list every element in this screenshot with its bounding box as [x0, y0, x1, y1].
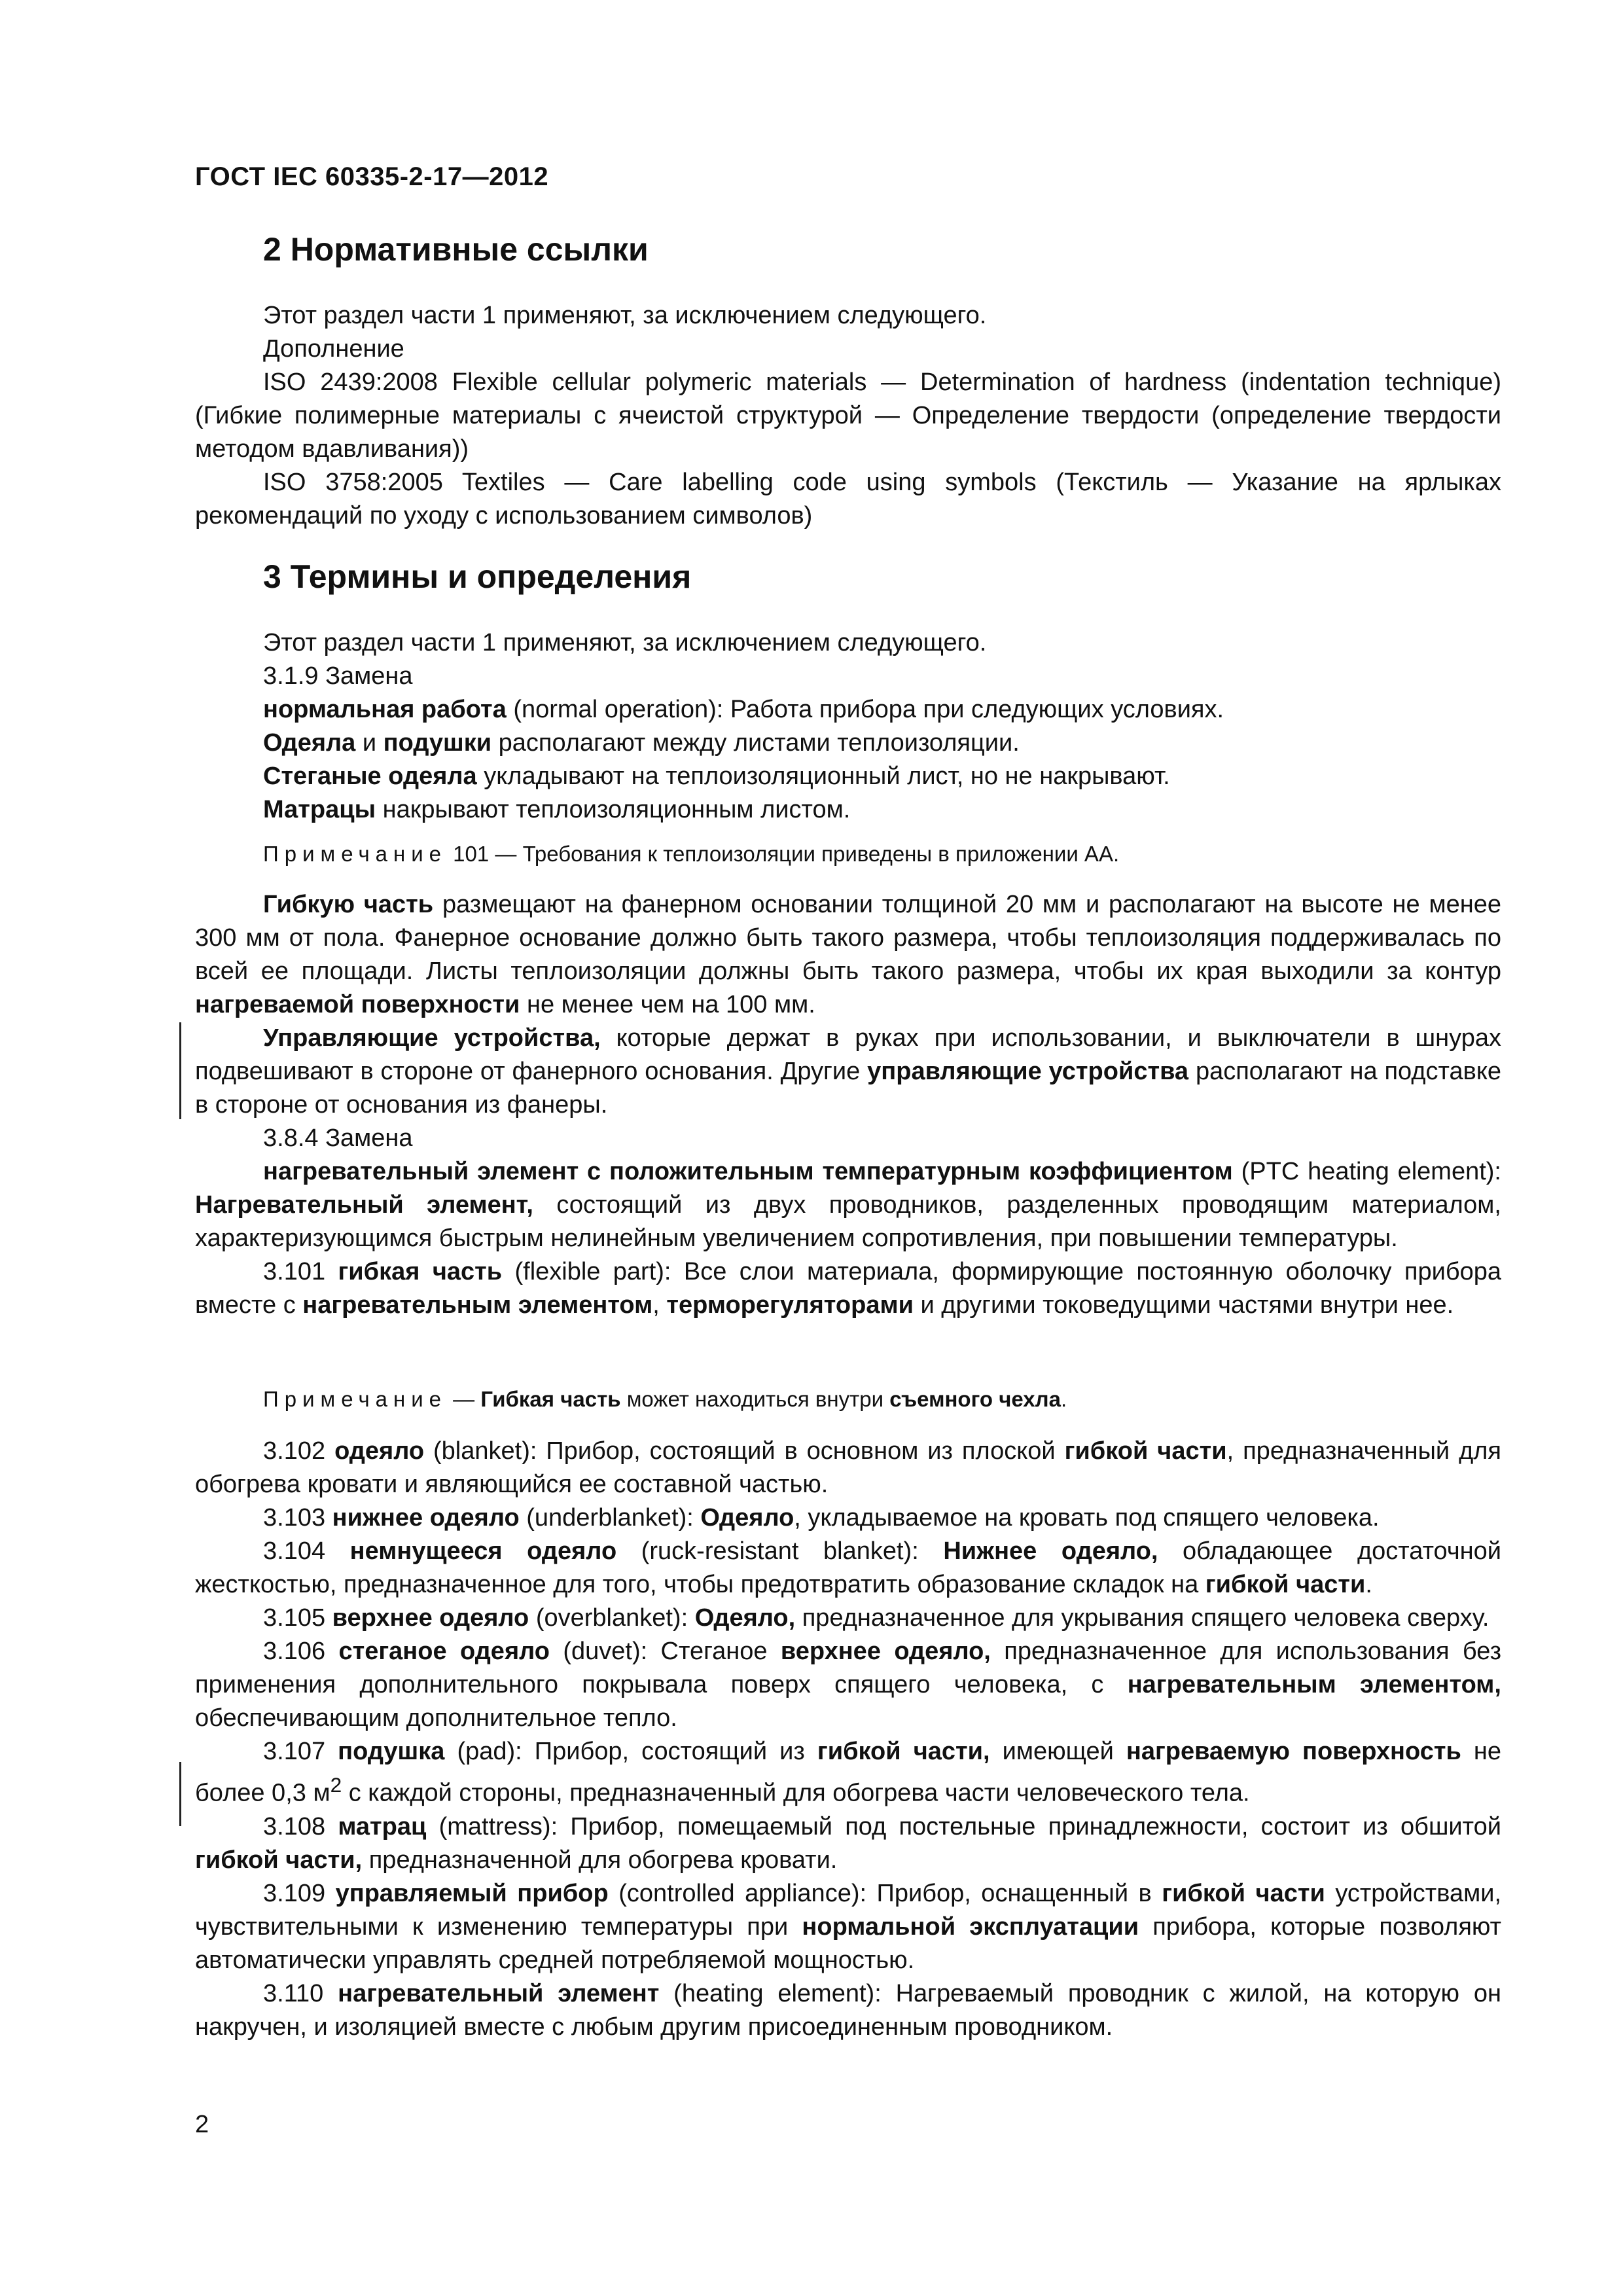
normal-operation-paragraph: нормальная работа (normal operation): Работа прибора при следующих условиях.	[263, 696, 1224, 723]
note-101: Примечание 101 — Требования к теплоизоляции приведены в приложении АА.	[263, 842, 1120, 866]
flexible-part-placement-paragraph: Гибкую часть размещают на фанерном основании толщиной 20 мм и располагают на высоте не менее 300 мм от пола. Фанерное основание должно быть такого размера, чтобы теплоизоляция поддерживалась по всей ее площади. Листы теплоизоляции должны быть такого размера, чтобы их края выходили за контур нагреваемой поверхности не менее чем на 100 мм.	[195, 891, 1501, 1018]
definition-3-108: 3.108 матрац (mattress): Прибор, помещаемый под постельные принадлежности, состоит из обшитой гибкой части, предназначенной для обогрева кровати.	[195, 1812, 1501, 1874]
change-bar	[179, 1022, 181, 1119]
section-3-intro: Этот раздел части 1 применяют, за исключением следующего.	[263, 629, 987, 656]
standard-header: ГОСТ IEC 60335-2-17—2012	[195, 162, 549, 191]
definition-3-101: 3.101 гибкая часть (flexible part): Все слои материала, формирующие постоянную оболочку прибора вместе с нагревательным элементом, терморегуляторами и другими токоведущими частями внутри нее.	[195, 1258, 1502, 1319]
definition-3-104: 3.104 немнущееся одеяло (ruck-resistant blanket): Нижнее одеяло, обладающее достаточной жесткостью, предназначенное для того, чтобы предотвратить образование складок на гибкой части.	[195, 1537, 1501, 1598]
section-2-intro: Этот раздел части 1 применяют, за исключением следующего.	[263, 302, 987, 329]
duvets-paragraph: Стеганые одеяла укладывают на теплоизоляционный лист, но не накрывают.	[263, 762, 1170, 790]
page-number: 2	[195, 2111, 209, 2138]
definition-3-102: 3.102 одеяло (blanket): Прибор, состоящий в основном из плоской гибкой части, предназначенный для обогрева кровати и являющийся ее составной частью.	[195, 1437, 1502, 1498]
definition-3-103: 3.103 нижнее одеяло (underblanket): Одеяло, укладываемое на кровать под спящего человека.	[263, 1504, 1380, 1532]
note-flexible-part: Примечание — Гибкая часть может находиться внутри съемного чехла.	[263, 1387, 1067, 1411]
control-devices-paragraph: Управляющие устройства, которые держат в руках при использовании, и выключатели в шнурах подвешивают в стороне от фанерного основания. Другие управляющие устройства располагают на подставке в стороне от основания из фанеры.	[195, 1024, 1501, 1119]
definition-3-107: 3.107 подушка (pad): Прибор, состоящий из гибкой части, имеющей нагреваемую поверхность не более 0,3 $м^2$ с каждой стороны, предназначенный для обогрева части человеческого тела.	[195, 1738, 1501, 1807]
definition-3-106: 3.106 стеганое одеяло (duvet): Стеганое верхнее одеяло, предназначенное для использования без применения дополнительного покрывала поверх спящего человека, с нагревательным элементом, обеспечивающим дополнительное тепло.	[195, 1638, 1501, 1732]
section-2-addition: Дополнение	[263, 335, 404, 363]
definition-3-105: 3.105 верхнее одеяло (overblanket): Одеяло, предназначенное для укрывания спящего человека сверху.	[263, 1604, 1489, 1632]
definition-3-109: 3.109 управляемый прибор (controlled appliance): Прибор, оснащенный в гибкой части устройствами, чувствительными к изменению температуры при нормальной эксплуатации прибора, которые позволяют автоматически управлять средней потребляемой мощностью.	[195, 1879, 1501, 1974]
change-bar	[179, 1762, 181, 1826]
section-3-part-a	[195, 626, 1501, 827]
blankets-paragraph: Одеяла и подушки располагают между листами теплоизоляции.	[263, 729, 1020, 757]
section-3-part-b	[195, 888, 1501, 1322]
mattresses-paragraph: Матрацы накрывают теплоизоляционным листом.	[263, 796, 851, 823]
section-2-body	[195, 299, 1501, 533]
definition-3-110: 3.110 нагревательный элемент (heating element): Нагреваемый проводник с жилой, на которую он накручен, и изоляцией вместе с любым другим присоединенным проводником.	[195, 1979, 1501, 2041]
section-3-part-c	[195, 1435, 1501, 2044]
clause-3-1-9: 3.1.9 Замена	[263, 662, 413, 690]
reference-iso-3758: ISO 3758:2005 Textiles — Care labelling code using symbols (Текстиль — Указание на ярлыках рекомендаций по уходу с использованием символов)	[195, 469, 1501, 529]
section-2-title: 2 Нормативные ссылки	[263, 231, 649, 268]
reference-iso-2439: ISO 2439:2008 Flexible cellular polymeric materials — Determination of hardness (indentation technique) (Гибкие полимерные материалы с ячеистой структурой — Определение твердости (определение твердости методом вдавливания))	[195, 368, 1501, 463]
clause-3-8-4: 3.8.4 Замена	[263, 1124, 413, 1152]
section-3-title: 3 Термины и определения	[263, 558, 692, 595]
ptc-heating-element-definition: нагревательный элемент с положительным температурным коэффициентом (PTC heating element): Нагревательный элемент, состоящий из двух проводников, разделенных проводящим материалом, характеризующимся быстрым нелинейным увеличением сопротивления, при повышении температуры.	[195, 1158, 1501, 1252]
